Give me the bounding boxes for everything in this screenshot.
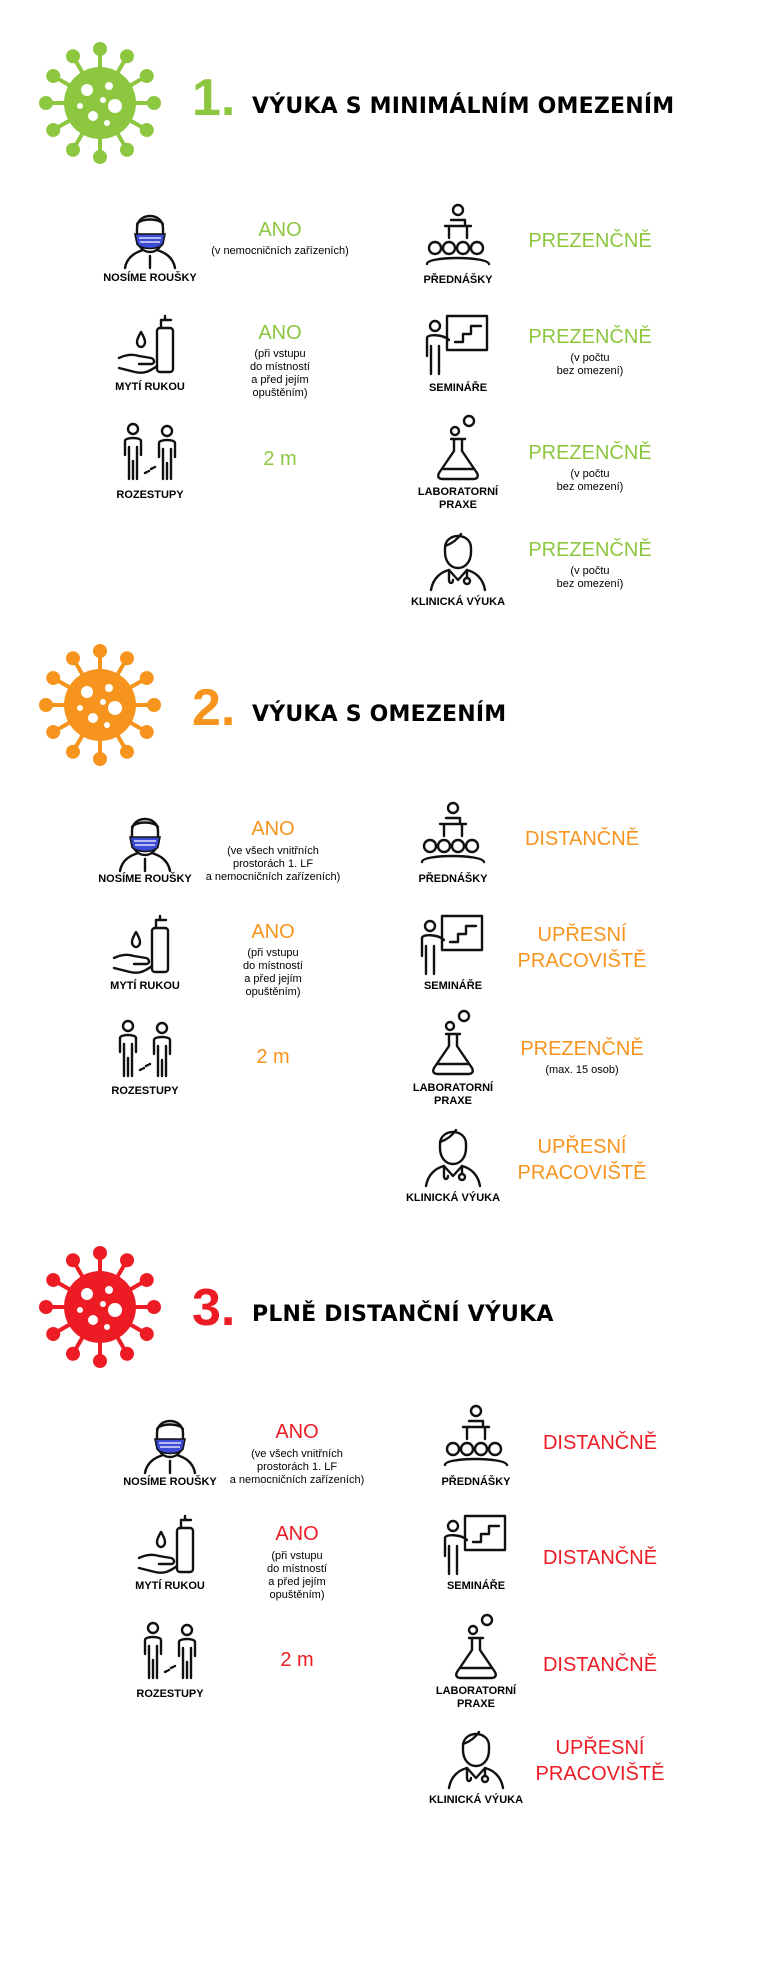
distance-value: 2 m — [280, 1649, 314, 1671]
clinical-note: (v počtu bez omezení) — [556, 565, 624, 590]
lectures-label: PŘEDNÁŠKY — [423, 274, 493, 286]
masks-label: NOSÍME ROUŠKY — [123, 1476, 217, 1488]
handwash-note: (při vstupu do místností a před jejím opuštěním) — [250, 348, 310, 399]
clinical-label: KLINICKÁ VÝUKA — [405, 1192, 501, 1204]
seminars-value: UPŘESNÍ PRACOVIŠTĚ — [517, 924, 647, 972]
clinical-value: PREZENČNĚ — [528, 539, 652, 561]
mask-icon — [115, 200, 185, 270]
seminars-label: SEMINÁŘE — [446, 1580, 506, 1592]
seminar-icon — [418, 910, 488, 980]
lab-value: DISTANČNĚ — [542, 1654, 658, 1676]
level-title: PLNĚ DISTANČNÍ VÝUKA — [252, 1302, 554, 1327]
lectures-value: PREZENČNĚ — [528, 230, 652, 252]
clinical-value: UPŘESNÍ PRACOVIŠTĚ — [517, 1136, 647, 1184]
lectures-value: DISTANČNĚ — [524, 828, 640, 850]
seminars-label: SEMINÁŘE — [428, 382, 488, 394]
distance-label: ROZESTUPY — [116, 489, 184, 501]
distance-icon — [135, 1616, 205, 1686]
flask-icon — [418, 1008, 488, 1078]
mask-icon — [135, 1405, 205, 1475]
doctor-icon — [423, 522, 493, 592]
clinical-value: UPŘESNÍ PRACOVIŠTĚ — [535, 1737, 665, 1785]
distance-value: 2 m — [256, 1046, 290, 1068]
handwash-label: MYTÍ RUKOU — [115, 381, 185, 393]
clinical-label: KLINICKÁ VÝUKA — [410, 596, 506, 608]
masks-value: ANO — [251, 818, 295, 840]
lab-label: LABORATORNÍ PRAXE — [417, 486, 499, 511]
masks-note: (ve všech vnitřních prostorách 1. LF a nemocničních zařízeních) — [229, 1448, 365, 1486]
handwash-icon — [115, 310, 185, 380]
lecture-icon — [418, 800, 488, 870]
seminar-icon — [423, 310, 493, 380]
lab-label: LABORATORNÍ PRAXE — [412, 1082, 494, 1107]
flask-icon — [423, 413, 493, 483]
level-title: VÝUKA S MINIMÁLNÍM OMEZENÍM — [252, 94, 675, 119]
lectures-label: PŘEDNÁŠKY — [441, 1476, 511, 1488]
distance-label: ROZESTUPY — [136, 1688, 204, 1700]
lab-label: LABORATORNÍ PRAXE — [435, 1685, 517, 1710]
handwash-note: (při vstupu do místností a před jejím opuštěním) — [243, 947, 303, 998]
handwash-label: MYTÍ RUKOU — [135, 1580, 205, 1592]
distance-icon — [110, 1014, 180, 1084]
seminars-label: SEMINÁŘE — [423, 980, 483, 992]
handwash-icon — [110, 910, 180, 980]
masks-label: NOSÍME ROUŠKY — [98, 873, 192, 885]
flask-icon — [441, 1612, 511, 1682]
virus-icon-red — [35, 1242, 165, 1372]
distance-icon — [115, 417, 185, 487]
handwash-icon — [135, 1510, 205, 1580]
level-title: VÝUKA S OMEZENÍM — [252, 702, 507, 727]
lecture-icon — [423, 202, 493, 272]
virus-icon-green — [35, 38, 165, 168]
lab-value: PREZENČNĚ — [520, 1038, 644, 1060]
distance-value: 2 m — [263, 448, 297, 470]
seminars-note: (v počtu bez omezení) — [556, 352, 624, 377]
lecture-icon — [441, 1403, 511, 1473]
lab-value: PREZENČNĚ — [528, 442, 652, 464]
handwash-label: MYTÍ RUKOU — [110, 980, 180, 992]
level-number: 1. — [192, 69, 236, 127]
seminars-value: DISTANČNĚ — [542, 1547, 658, 1569]
lectures-value: DISTANČNĚ — [542, 1432, 658, 1454]
handwash-value: ANO — [251, 921, 295, 943]
virus-icon-orange — [35, 640, 165, 770]
masks-note: (ve všech vnitřních prostorách 1. LF a nemocničních zařízeních) — [205, 845, 341, 883]
masks-label: NOSÍME ROUŠKY — [103, 272, 197, 284]
doctor-icon — [441, 1720, 511, 1790]
level-number: 2. — [192, 679, 236, 737]
doctor-icon — [418, 1118, 488, 1188]
lectures-label: PŘEDNÁŠKY — [418, 873, 488, 885]
handwash-note: (při vstupu do místností a před jejím opuštěním) — [267, 1550, 327, 1601]
seminar-icon — [441, 1510, 511, 1580]
handwash-value: ANO — [258, 322, 302, 344]
handwash-value: ANO — [275, 1523, 319, 1545]
masks-note: (v nemocničních zařízeních) — [211, 245, 349, 257]
level-number: 3. — [192, 1279, 236, 1337]
lab-note: (v počtu bez omezení) — [556, 468, 624, 493]
clinical-label: KLINICKÁ VÝUKA — [428, 1794, 524, 1806]
lab-note: (max. 15 osob) — [545, 1064, 619, 1076]
mask-icon — [110, 803, 180, 873]
masks-value: ANO — [275, 1421, 319, 1443]
distance-label: ROZESTUPY — [111, 1085, 179, 1097]
masks-value: ANO — [258, 219, 302, 241]
seminars-value: PREZENČNĚ — [528, 326, 652, 348]
